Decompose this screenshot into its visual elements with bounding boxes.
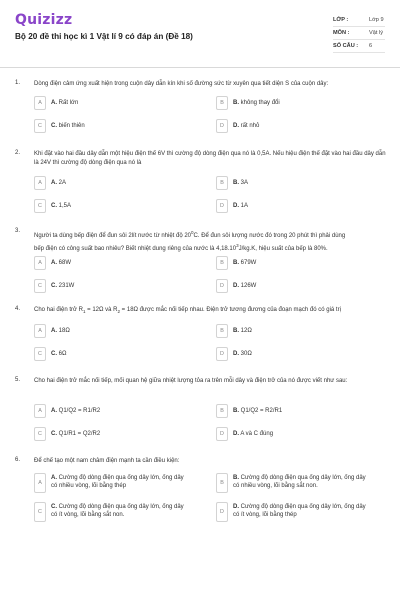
option-b[interactable] [216, 324, 366, 338]
option-key: C [34, 502, 46, 522]
question-text: Khi đặt vào hai đầu dây dẫn một hiệu điện thế 6V thì cường độ dòng điện qua nó là 0,5A. Nếu hiệu điện thế đặt vào hai đầu dây dẫn là 24V thì cường độ dòng điện qua nó là [34, 151, 386, 166]
option-key: B [216, 256, 228, 270]
option-key: B [216, 404, 228, 418]
option-d[interactable] [216, 347, 366, 361]
option-key: D [216, 199, 228, 213]
question-text: Để chế tạo một nam châm điện mạnh ta cần điều kiện: [34, 458, 180, 464]
option-key: D [216, 119, 228, 133]
option-letter: A. [51, 408, 57, 414]
option-text: A và C đúng [240, 431, 274, 437]
option-text: 68W [58, 260, 72, 266]
option-key: C [34, 199, 46, 213]
option-d[interactable] [216, 279, 366, 293]
option-text: Cường độ dòng điện qua ống dây lớn, ống dây có ít vòng, lõi bằng thép [233, 504, 366, 518]
meta-count-value: 6 [369, 43, 373, 49]
option-a[interactable] [34, 256, 184, 270]
option-text: 3A [240, 180, 249, 186]
option-d[interactable] [216, 119, 366, 133]
option-letter: B. [233, 180, 239, 186]
option-key: A [34, 404, 46, 418]
option-text: 30Ω [240, 351, 252, 357]
option-letter: B. [233, 475, 239, 481]
option-text: 12Ω [240, 328, 252, 334]
option-key: A [34, 324, 46, 338]
option-key: C [34, 119, 46, 133]
option-c[interactable] [34, 119, 184, 133]
option-letter: A. [51, 328, 57, 334]
option-text: 1A [240, 203, 249, 209]
option-d[interactable] [216, 427, 366, 441]
option-letter: C. [51, 203, 57, 209]
option-text: Rất lớn [58, 100, 79, 106]
option-key: C [34, 347, 46, 361]
option-letter: C. [51, 123, 57, 129]
option-key: D [216, 427, 228, 441]
meta-subject-value: Vật lý [369, 30, 383, 36]
option-b[interactable] [216, 96, 366, 110]
option-letter: D. [233, 431, 239, 437]
option-text: 18Ω [58, 328, 70, 334]
option-key: C [34, 279, 46, 293]
option-a[interactable] [34, 176, 184, 190]
option-key: B [216, 176, 228, 190]
option-key: D [216, 347, 228, 361]
option-text: 126W [240, 283, 257, 289]
option-key: D [216, 502, 228, 522]
option-text: 2A [58, 180, 67, 186]
option-letter: B. [233, 408, 239, 414]
meta-class-row [333, 14, 385, 27]
option-c[interactable] [34, 279, 184, 293]
question-number: 5. [15, 377, 21, 383]
option-c[interactable] [34, 347, 184, 361]
option-letter: C. [51, 351, 57, 357]
option-letter: B. [233, 328, 239, 334]
meta-subject-label: MÔN : [333, 30, 350, 36]
header-divider [0, 67, 400, 68]
option-text: Q1/R1 = Q2/R2 [58, 431, 101, 437]
question-number: 1. [15, 80, 21, 86]
meta-count-row [333, 40, 385, 53]
option-letter: C. [51, 504, 57, 510]
meta-count-label: SỐ CÂU : [333, 43, 359, 49]
option-letter: A. [51, 260, 57, 266]
option-text: 6Ω [58, 351, 67, 357]
option-text: Q1/Q2 = R1/R2 [58, 408, 101, 414]
option-b[interactable] [216, 473, 366, 493]
question-text: Cho hai điện trở $R_1 = 12\Omega$ và $R_2 = 18\Omega$ được mắc nối tiếp nhau. Điện trở tương đương của đoạn mạch đó có giá trị [34, 307, 341, 315]
option-text: không thay đổi [240, 100, 280, 106]
question-text: Dòng điện cảm ứng xuất hiện trong cuộn dây dẫn kín khi số đường sức từ xuyên qua tiết diện S của cuộn dây: [34, 81, 329, 87]
option-key: B [216, 96, 228, 110]
option-key: A [34, 473, 46, 493]
option-a[interactable] [34, 473, 184, 493]
option-letter: B. [233, 100, 239, 106]
option-key: A [34, 176, 46, 190]
option-text: 1,5A [58, 203, 72, 209]
option-letter: C. [51, 283, 57, 289]
option-letter: A. [51, 475, 57, 481]
page-title: Bộ 20 đề thi học kì 1 Vật lí 9 có đáp án (Đề 18) [15, 32, 193, 41]
option-b[interactable] [216, 256, 366, 270]
option-letter: D. [233, 351, 239, 357]
option-b[interactable] [216, 176, 366, 190]
question-number: 3. [15, 228, 21, 234]
option-text: Cường độ dòng điện qua ống dây lớn, ống dây có nhiều vòng, lõi bằng sắt non. [233, 475, 366, 489]
option-key: A [34, 96, 46, 110]
option-d[interactable] [216, 199, 366, 213]
meta-subject-row [333, 27, 385, 40]
option-key: D [216, 279, 228, 293]
option-text: 231W [58, 283, 75, 289]
option-key: A [34, 256, 46, 270]
option-letter: D. [233, 123, 239, 129]
option-c[interactable] [34, 427, 184, 441]
option-a[interactable] [34, 324, 184, 338]
meta-panel [333, 14, 385, 53]
option-a[interactable] [34, 404, 184, 418]
option-text: Cường độ dòng điện qua ống dây lớn, ống dây có ít vòng, lõi bằng sắt non. [51, 504, 184, 518]
meta-class-label: LỚP : [333, 17, 349, 23]
option-c[interactable] [34, 199, 184, 213]
option-text: rất nhỏ [240, 123, 260, 129]
option-key: C [34, 427, 46, 441]
meta-class-value: Lớp 9 [369, 17, 384, 23]
option-key: B [216, 473, 228, 493]
option-c[interactable] [34, 502, 184, 522]
option-d[interactable] [216, 502, 366, 522]
option-letter: A. [51, 180, 57, 186]
option-text: biến thiên [58, 123, 85, 129]
question-number: 2. [15, 150, 21, 156]
question-number: 6. [15, 457, 21, 463]
option-letter: D. [233, 203, 239, 209]
option-text: Q1/Q2 = R2/R1 [240, 408, 283, 414]
option-text: 679W [240, 260, 257, 266]
question-text: Cho hai điện trở mắc nối tiếp, mối quan hệ giữa nhiệt lượng tỏa ra trên mỗi dây và điện trở của nó được viết như sau: [34, 378, 348, 384]
option-a[interactable] [34, 96, 184, 110]
option-letter: A. [51, 100, 57, 106]
option-letter: C. [51, 431, 57, 437]
quizizz-logo: Quizizz [15, 12, 73, 28]
option-letter: D. [233, 504, 239, 510]
question-number: 4. [15, 306, 21, 312]
option-key: B [216, 324, 228, 338]
option-b[interactable] [216, 404, 366, 418]
option-text: Cường độ dòng điện qua ống dây lớn, ống dây có nhiều vòng, lõi bằng thép [51, 475, 184, 489]
option-letter: B. [233, 260, 239, 266]
option-letter: D. [233, 283, 239, 289]
question-text: Người ta dùng bếp điện để đun sôi 2lít nước từ nhiệt độ $20^0C$. Để đun sôi lượng nước đó trong 20 phút thì phải dùng bếp điện có công suất bao nhiêu? Biết nhiệt dung riêng của nước là 4,18.10$^3$J/kg.K, hiệu suất của bếp là 80%. [34, 230, 346, 252]
